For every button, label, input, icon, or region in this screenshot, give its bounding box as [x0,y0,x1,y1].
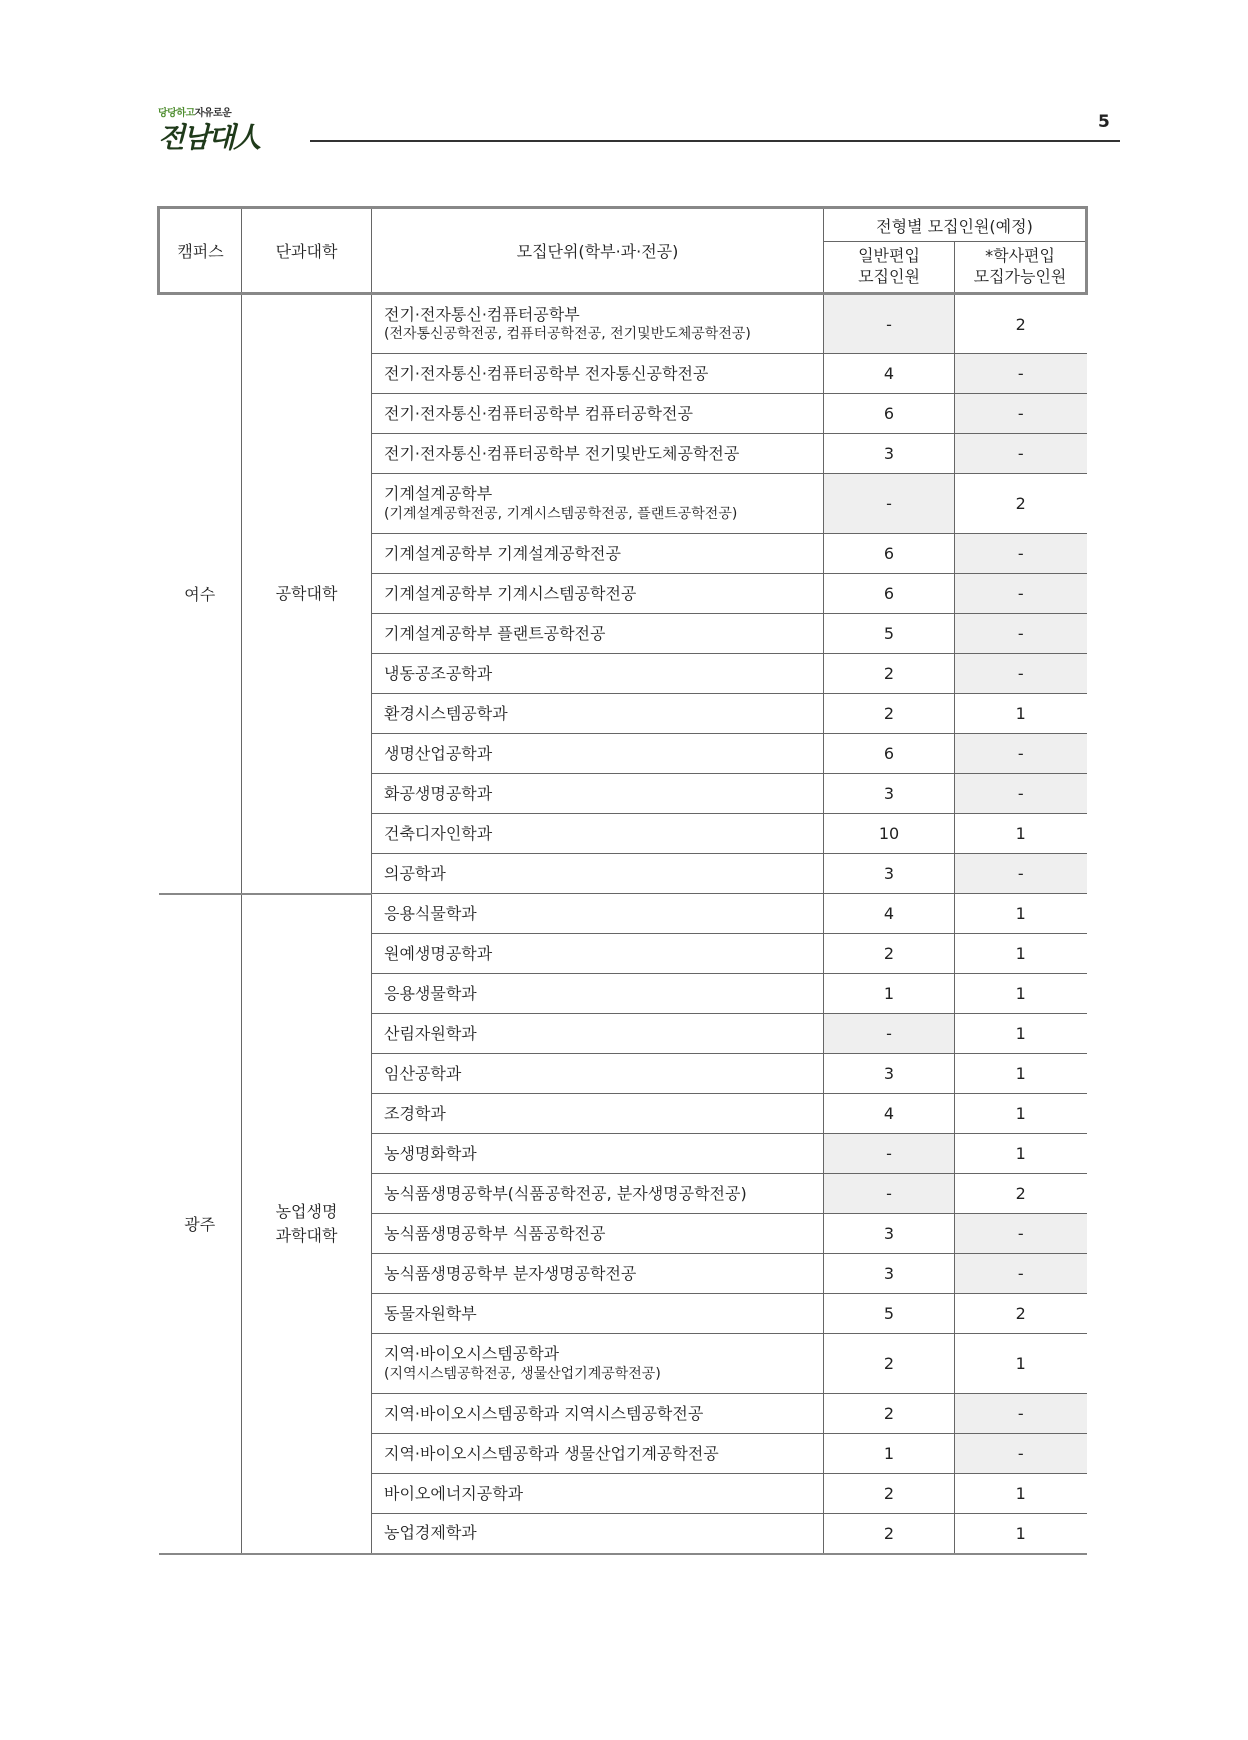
unit-name: 지역·바이오시스템공학과 지역시스템공학전공 [384,1403,704,1423]
general-transfer-count: - [824,1174,955,1214]
general-transfer-count: 6 [824,734,955,774]
bachelor-transfer-count: 2 [955,1174,1087,1214]
unit-name: 동물자원학부 [384,1303,477,1323]
unit-cell [372,1254,824,1294]
bachelor-transfer-count: 1 [955,1474,1087,1514]
unit-cell [372,394,824,434]
bachelor-transfer-count: - [955,1394,1087,1434]
unit-cell [372,1334,824,1394]
general-transfer-count: 3 [824,854,955,894]
unit-cell [372,1214,824,1254]
unit-name: 조경학과 [384,1103,446,1123]
bachelor-transfer-count: - [955,394,1087,434]
general-transfer-count: 2 [824,934,955,974]
general-transfer-count: - [824,1134,955,1174]
general-transfer-count: 5 [824,1294,955,1334]
unit-cell [372,934,824,974]
table-row [159,894,1087,934]
general-transfer-count: 3 [824,434,955,474]
unit-cell [372,474,824,534]
unit-cell [372,774,824,814]
unit-name: 전기·전자통신·컴퓨터공학부 [384,304,580,324]
general-transfer-count: 4 [824,1094,955,1134]
general-transfer-count: 6 [824,394,955,434]
general-transfer-count: 3 [824,1254,955,1294]
unit-cell [372,1174,824,1214]
unit-name: 화공생명공학과 [384,783,493,803]
bachelor-transfer-count: 2 [955,294,1087,354]
college-cell: 농업생명 과학대학 [242,894,372,1554]
general-transfer-count: - [824,474,955,534]
general-transfer-count: 2 [824,1334,955,1394]
unit-cell [372,734,824,774]
table-row [159,294,1087,354]
bachelor-transfer-count: 1 [955,814,1087,854]
unit-name: 건축디자인학과 [384,823,493,843]
bachelor-transfer-count: - [955,854,1087,894]
general-transfer-count: 3 [824,774,955,814]
header-general-transfer: 일반편입 모집인원 [824,242,955,294]
general-transfer-count: 2 [824,694,955,734]
general-transfer-count: 4 [824,354,955,394]
page-number: 5 [1098,112,1110,132]
unit-cell [372,1394,824,1434]
unit-name: 원예생명공학과 [384,943,493,963]
general-transfer-count: 2 [824,1394,955,1434]
unit-cell [372,574,824,614]
unit-name: 지역·바이오시스템공학과 생물산업기계공학전공 [384,1443,719,1463]
unit-cell [372,694,824,734]
unit-name: 농식품생명공학부 분자생명공학전공 [384,1263,637,1283]
unit-cell [372,1434,824,1474]
unit-name: 기계설계공학부 플랜트공학전공 [384,623,606,643]
unit-name: 전기·전자통신·컴퓨터공학부 컴퓨터공학전공 [384,403,693,423]
unit-name: 기계설계공학부 기계시스템공학전공 [384,583,637,603]
unit-name: 임산공학과 [384,1063,462,1083]
bachelor-transfer-count: 1 [955,934,1087,974]
bachelor-transfer-count: - [955,734,1087,774]
general-transfer-count: 2 [824,654,955,694]
unit-name: 기계설계공학부 [384,484,493,504]
unit-name: 냉동공조공학과 [384,663,493,683]
unit-cell [372,854,824,894]
bachelor-transfer-count: 1 [955,974,1087,1014]
unit-name: 응용생물학과 [384,983,477,1003]
unit-cell [372,434,824,474]
unit-name: 지역·바이오시스템공학과 [384,1344,560,1364]
general-transfer-count: 2 [824,1474,955,1514]
unit-name: 의공학과 [384,863,446,883]
bachelor-transfer-count: - [955,574,1087,614]
bachelor-transfer-count: 2 [955,474,1087,534]
unit-cell [372,814,824,854]
bachelor-transfer-count: 1 [955,1514,1087,1554]
bachelor-transfer-count: 2 [955,1294,1087,1334]
bachelor-transfer-count: - [955,434,1087,474]
unit-name: 농식품생명공학부(식품공학전공, 분자생명공학전공) [384,1183,747,1203]
bachelor-transfer-count: 1 [955,1094,1087,1134]
unit-name: 응용식물학과 [384,903,477,923]
header-campus: 캠퍼스 [159,208,242,294]
unit-cell [372,974,824,1014]
unit-name: 환경시스템공학과 [384,703,508,723]
campus-cell: 광주 [159,894,242,1554]
general-transfer-count: 5 [824,614,955,654]
unit-cell [372,1054,824,1094]
unit-cell [372,894,824,934]
header-rule [310,140,1120,142]
unit-name: 생명산업공학과 [384,743,493,763]
bachelor-transfer-count: 1 [955,1134,1087,1174]
bachelor-transfer-count: 1 [955,694,1087,734]
general-transfer-count: 3 [824,1214,955,1254]
bachelor-transfer-count: - [955,654,1087,694]
general-transfer-count: 6 [824,574,955,614]
general-transfer-count: 3 [824,1054,955,1094]
unit-cell [372,1014,824,1054]
bachelor-transfer-count: - [955,774,1087,814]
campus-cell: 여수 [159,294,242,894]
unit-cell [372,294,824,354]
unit-name: 전기·전자통신·컴퓨터공학부 전자통신공학전공 [384,363,709,383]
unit-name: 바이오에너지공학과 [384,1483,524,1503]
general-transfer-count: 10 [824,814,955,854]
bachelor-transfer-count: 1 [955,1014,1087,1054]
logo-tagline-part2: 자유로운 [194,108,232,119]
header-unit: 모집단위(학부·과·전공) [372,208,824,294]
bachelor-transfer-count: - [955,354,1087,394]
bachelor-transfer-count: 1 [955,1054,1087,1094]
unit-subtitle: (지역시스템공학전공, 생물산업기계공학전공) [384,1365,661,1382]
admission-quota-table [157,206,1088,1555]
university-logo [158,104,288,154]
bachelor-transfer-count: 1 [955,894,1087,934]
college-cell: 공학대학 [242,294,372,894]
bachelor-transfer-count: - [955,1214,1087,1254]
unit-name: 농업경제학과 [384,1523,477,1543]
unit-cell [372,654,824,694]
unit-cell [372,1294,824,1334]
logo-wordmark: 전남대人 [158,121,260,154]
unit-cell [372,1474,824,1514]
unit-cell [372,614,824,654]
unit-cell [372,354,824,394]
unit-cell [372,1134,824,1174]
unit-name: 기계설계공학부 기계설계공학전공 [384,543,621,563]
general-transfer-count: 1 [824,974,955,1014]
header-bachelor-transfer: *학사편입 모집가능인원 [955,242,1087,294]
header-quota-group: 전형별 모집인원(예정) [824,208,1087,242]
unit-subtitle: (기계설계공학전공, 기계시스템공학전공, 플랜트공학전공) [384,505,738,522]
general-transfer-count: 6 [824,534,955,574]
bachelor-transfer-count: - [955,534,1087,574]
bachelor-transfer-count: - [955,1434,1087,1474]
general-transfer-count: 1 [824,1434,955,1474]
logo-tagline-part1: 당당하고 [158,108,195,119]
general-transfer-count: 2 [824,1514,955,1554]
unit-cell [372,1514,824,1554]
bachelor-transfer-count: - [955,614,1087,654]
general-transfer-count: - [824,1014,955,1054]
general-transfer-count: - [824,294,955,354]
table-body [159,294,1087,1554]
unit-cell [372,1094,824,1134]
unit-name: 전기·전자통신·컴퓨터공학부 전기및반도체공학전공 [384,443,740,463]
unit-name: 산림자원학과 [384,1023,477,1043]
unit-name: 농식품생명공학부 식품공학전공 [384,1223,606,1243]
unit-name: 농생명화학과 [384,1143,477,1163]
unit-cell [372,534,824,574]
bachelor-transfer-count: - [955,1254,1087,1294]
bachelor-transfer-count: 1 [955,1334,1087,1394]
header-college: 단과대학 [242,208,372,294]
general-transfer-count: 4 [824,894,955,934]
unit-subtitle: (전자통신공학전공, 컴퓨터공학전공, 전기및반도체공학전공) [384,326,751,343]
